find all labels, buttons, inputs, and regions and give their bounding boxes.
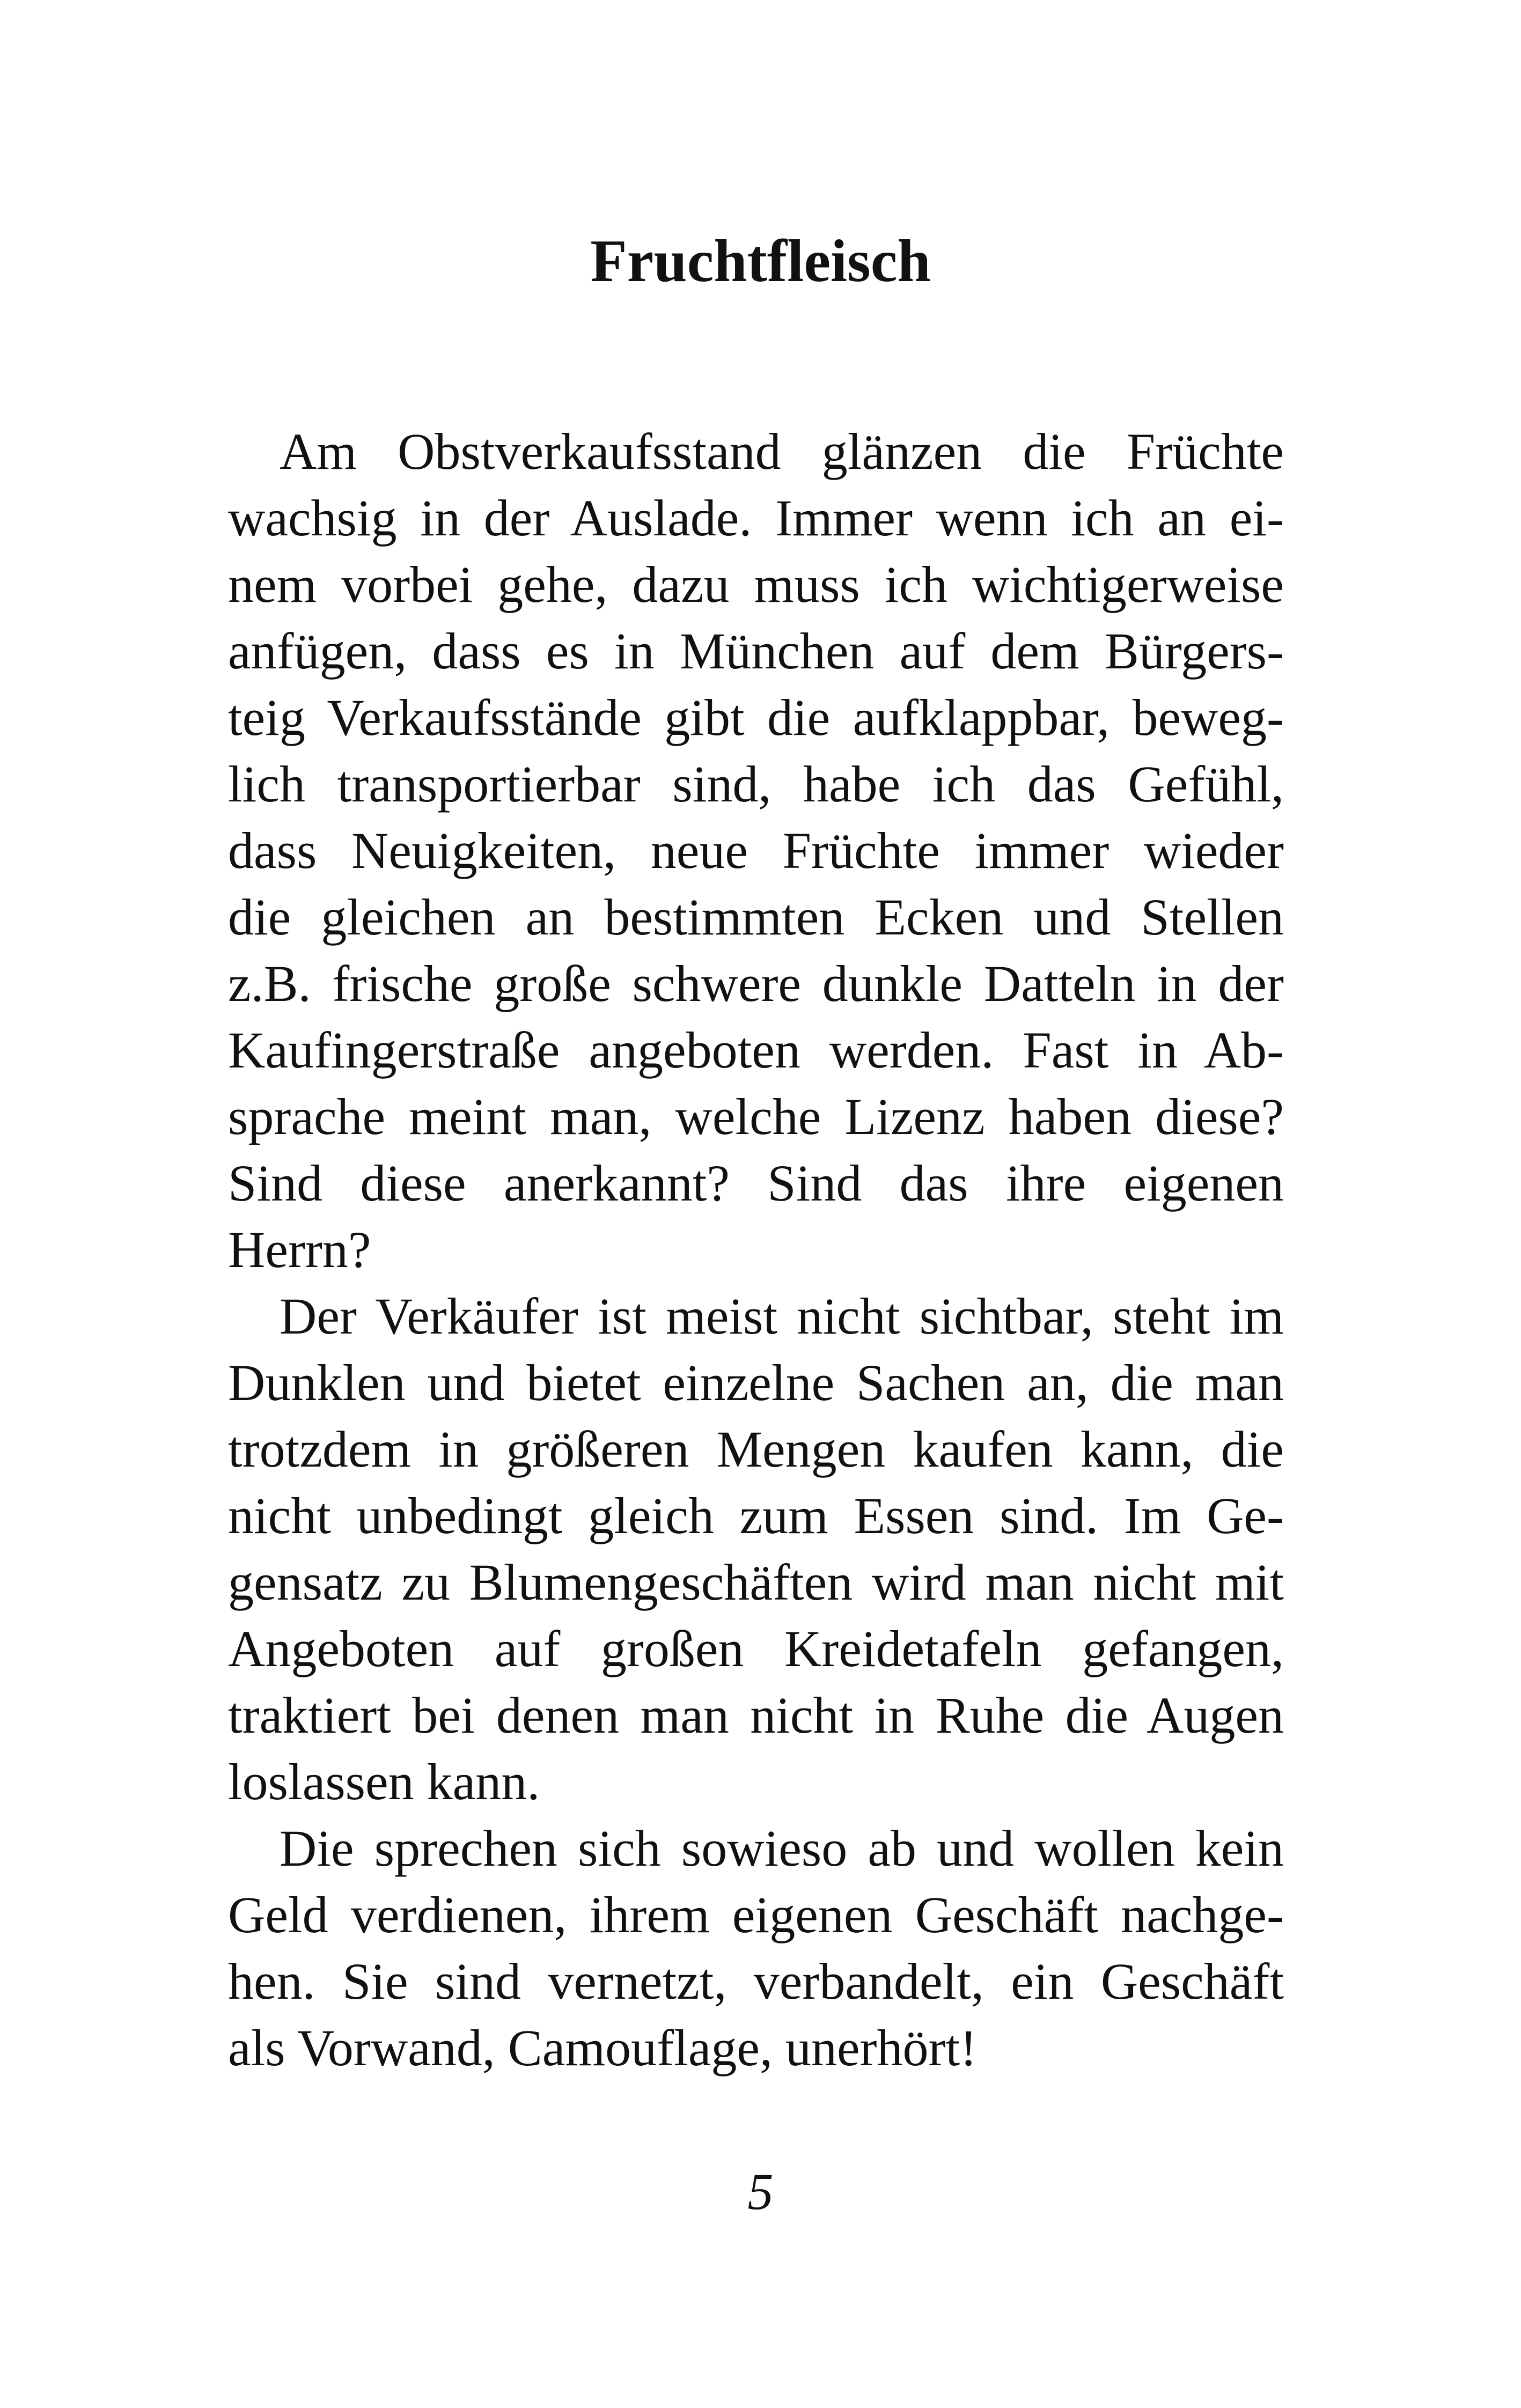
text-line: Am Obstverkaufsstand glänzen die Früchte xyxy=(280,423,1284,480)
body-text xyxy=(228,418,1284,2081)
text-line: nem vorbei gehe, dazu muss ich wichtigerweise xyxy=(228,556,1284,613)
text-line: trotzdem in größeren Mengen kaufen kann, die xyxy=(228,1420,1284,1478)
text-line: Dunklen und bietet einzelne Sachen an, die man xyxy=(228,1354,1284,1411)
text-line: gensatz zu Blumengeschäften wird man nicht mit xyxy=(228,1553,1284,1611)
text-line: dass Neuigkeiten, neue Früchte immer wieder xyxy=(228,822,1284,879)
text-line: teig Verkaufsstände gibt die aufklappbar, beweg- xyxy=(228,689,1284,746)
chapter-title: Fruchtfleisch xyxy=(590,228,931,294)
text-line: lich transportierbar sind, habe ich das Gefühl, xyxy=(228,755,1284,813)
text-line: die gleichen an bestimmten Ecken und Stellen xyxy=(228,888,1284,946)
text-line: Kaufingerstraße angeboten werden. Fast in Ab- xyxy=(228,1021,1284,1079)
text-line: Die sprechen sich sowieso ab und wollen kein xyxy=(280,1820,1284,1877)
page-number: 5 xyxy=(747,2163,774,2220)
text-line: nicht unbedingt gleich zum Essen sind. Im Ge- xyxy=(228,1487,1284,1544)
text-line: anfügen, dass es in München auf dem Bürgers- xyxy=(228,622,1284,680)
text-line: Angeboten auf großen Kreidetafeln gefangen, xyxy=(228,1620,1284,1677)
text-line: z.B. frische große schwere dunkle Datteln in der xyxy=(228,955,1284,1012)
text-line: sprache meint man, welche Lizenz haben diese? xyxy=(228,1088,1284,1145)
text-line: Sind diese anerkannt? Sind das ihre eigenen xyxy=(228,1154,1284,1212)
text-line: loslassen kann. xyxy=(228,1753,540,1810)
text-line: wachsig in der Auslade. Immer wenn ich an ei- xyxy=(228,489,1284,547)
text-line: Geld verdienen, ihrem eigenen Geschäft nachge- xyxy=(228,1886,1284,1943)
text-line: traktiert bei denen man nicht in Ruhe die Augen xyxy=(228,1687,1284,1744)
text-line: als Vorwand, Camouflage, unerhört! xyxy=(228,2019,978,2076)
paragraph xyxy=(228,1815,1284,2081)
paragraph xyxy=(228,1283,1284,1815)
text-line: hen. Sie sind vernetzt, verbandelt, ein Geschäft xyxy=(228,1953,1284,2010)
text-line: Herrn? xyxy=(228,1221,371,1278)
text-line: Der Verkäufer ist meist nicht sichtbar, steht im xyxy=(280,1287,1284,1345)
paragraph xyxy=(228,418,1284,1283)
